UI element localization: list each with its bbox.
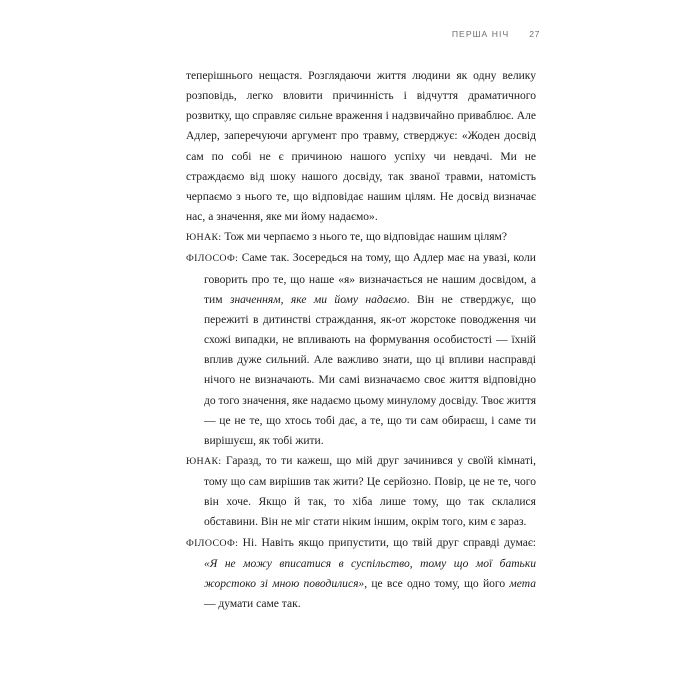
emphasis-text: значенням, яке ми йому надаємо bbox=[229, 293, 407, 306]
dialogue-paragraph bbox=[186, 533, 536, 615]
emphasis-text: мета bbox=[509, 577, 537, 590]
paragraph-text: . Він не стверджує, що пережиті в дитинстві страждання, як-от жорстоке поводження чи схожі випадки, не впливають на формування особистості — їхній вплив дуже сильний. Але важливо знати, що ці впливи насправді нічого не визначають. Ми самі визначаємо своє життя відповідно до того значення, яке надаємо цьому минулому досвіду. Твоє життя — це не те, що хтось тобі дає, а те, що ти сам обираєш, і саме ти вирішуєш, як тобі жити. bbox=[204, 293, 537, 447]
paragraph-text: , це все одно тому, що його bbox=[364, 577, 510, 590]
paragraph-text: теперішнього нещастя. Розглядаючи життя людини як одну велику розповідь, легко вловити причинність і відчуття драматичного розвитку, що справляє сильне враження і надзвичайно приваблює. Але Адлер, заперечуючи аргумент про травму, стверджує: «Жоден досвід сам по собі не є причиною нашого успіху чи невдачі. Ми не страждаємо від шоку нашого досвіду, так званої травми, натомість черпаємо з нього те, що відповідає нашим цілям. Не досвід визначає нас, а значення, яке ми йому надаємо». bbox=[186, 70, 536, 224]
speaker-label: ЮНАК: bbox=[186, 232, 222, 244]
speaker-label: ФІЛОСОФ: bbox=[186, 537, 239, 549]
speaker-label: ФІЛОСОФ: bbox=[186, 253, 239, 265]
dialogue-paragraph bbox=[186, 451, 536, 533]
running-head bbox=[185, 29, 540, 39]
page-number: 27 bbox=[529, 29, 540, 39]
paragraph-text: Гаразд, то ти кажеш, що мій друг зачинився у своїй кімнаті, тому що сам вирішив так жити? Це серйозно. Повір, це не те, чого він хоче. Якщо й так, то хіба лише тому, що так склалися обставини. Він не міг стати ніким іншим, окрім того, ким є зараз. bbox=[204, 454, 536, 529]
dialogue-paragraph bbox=[186, 227, 536, 248]
running-head-title: ПЕРША НІЧ bbox=[451, 29, 510, 39]
body-paragraph bbox=[186, 66, 536, 227]
paragraph-text: Саме так. Зосередься на тому, що Адлер має на увазі, коли говорить про те, що наше «я» визначається не нашим досвідом, а тим bbox=[204, 252, 536, 306]
paragraph-text: Тож ми черпаємо з нього те, що відповідає нашим цілям? bbox=[221, 231, 507, 244]
text-block bbox=[186, 66, 536, 614]
paragraph-text: Ні. Навіть якщо припустити, що твій друг справді думає: bbox=[238, 536, 536, 549]
speaker-label: ЮНАК: bbox=[186, 455, 222, 467]
emphasis-text: «Я не можу вписатися в суспільство, тому що мої батьки жорстоко зі мною поводилися» bbox=[204, 557, 536, 590]
paragraph-text: — думати саме так. bbox=[204, 598, 301, 611]
dialogue-paragraph bbox=[186, 248, 536, 451]
